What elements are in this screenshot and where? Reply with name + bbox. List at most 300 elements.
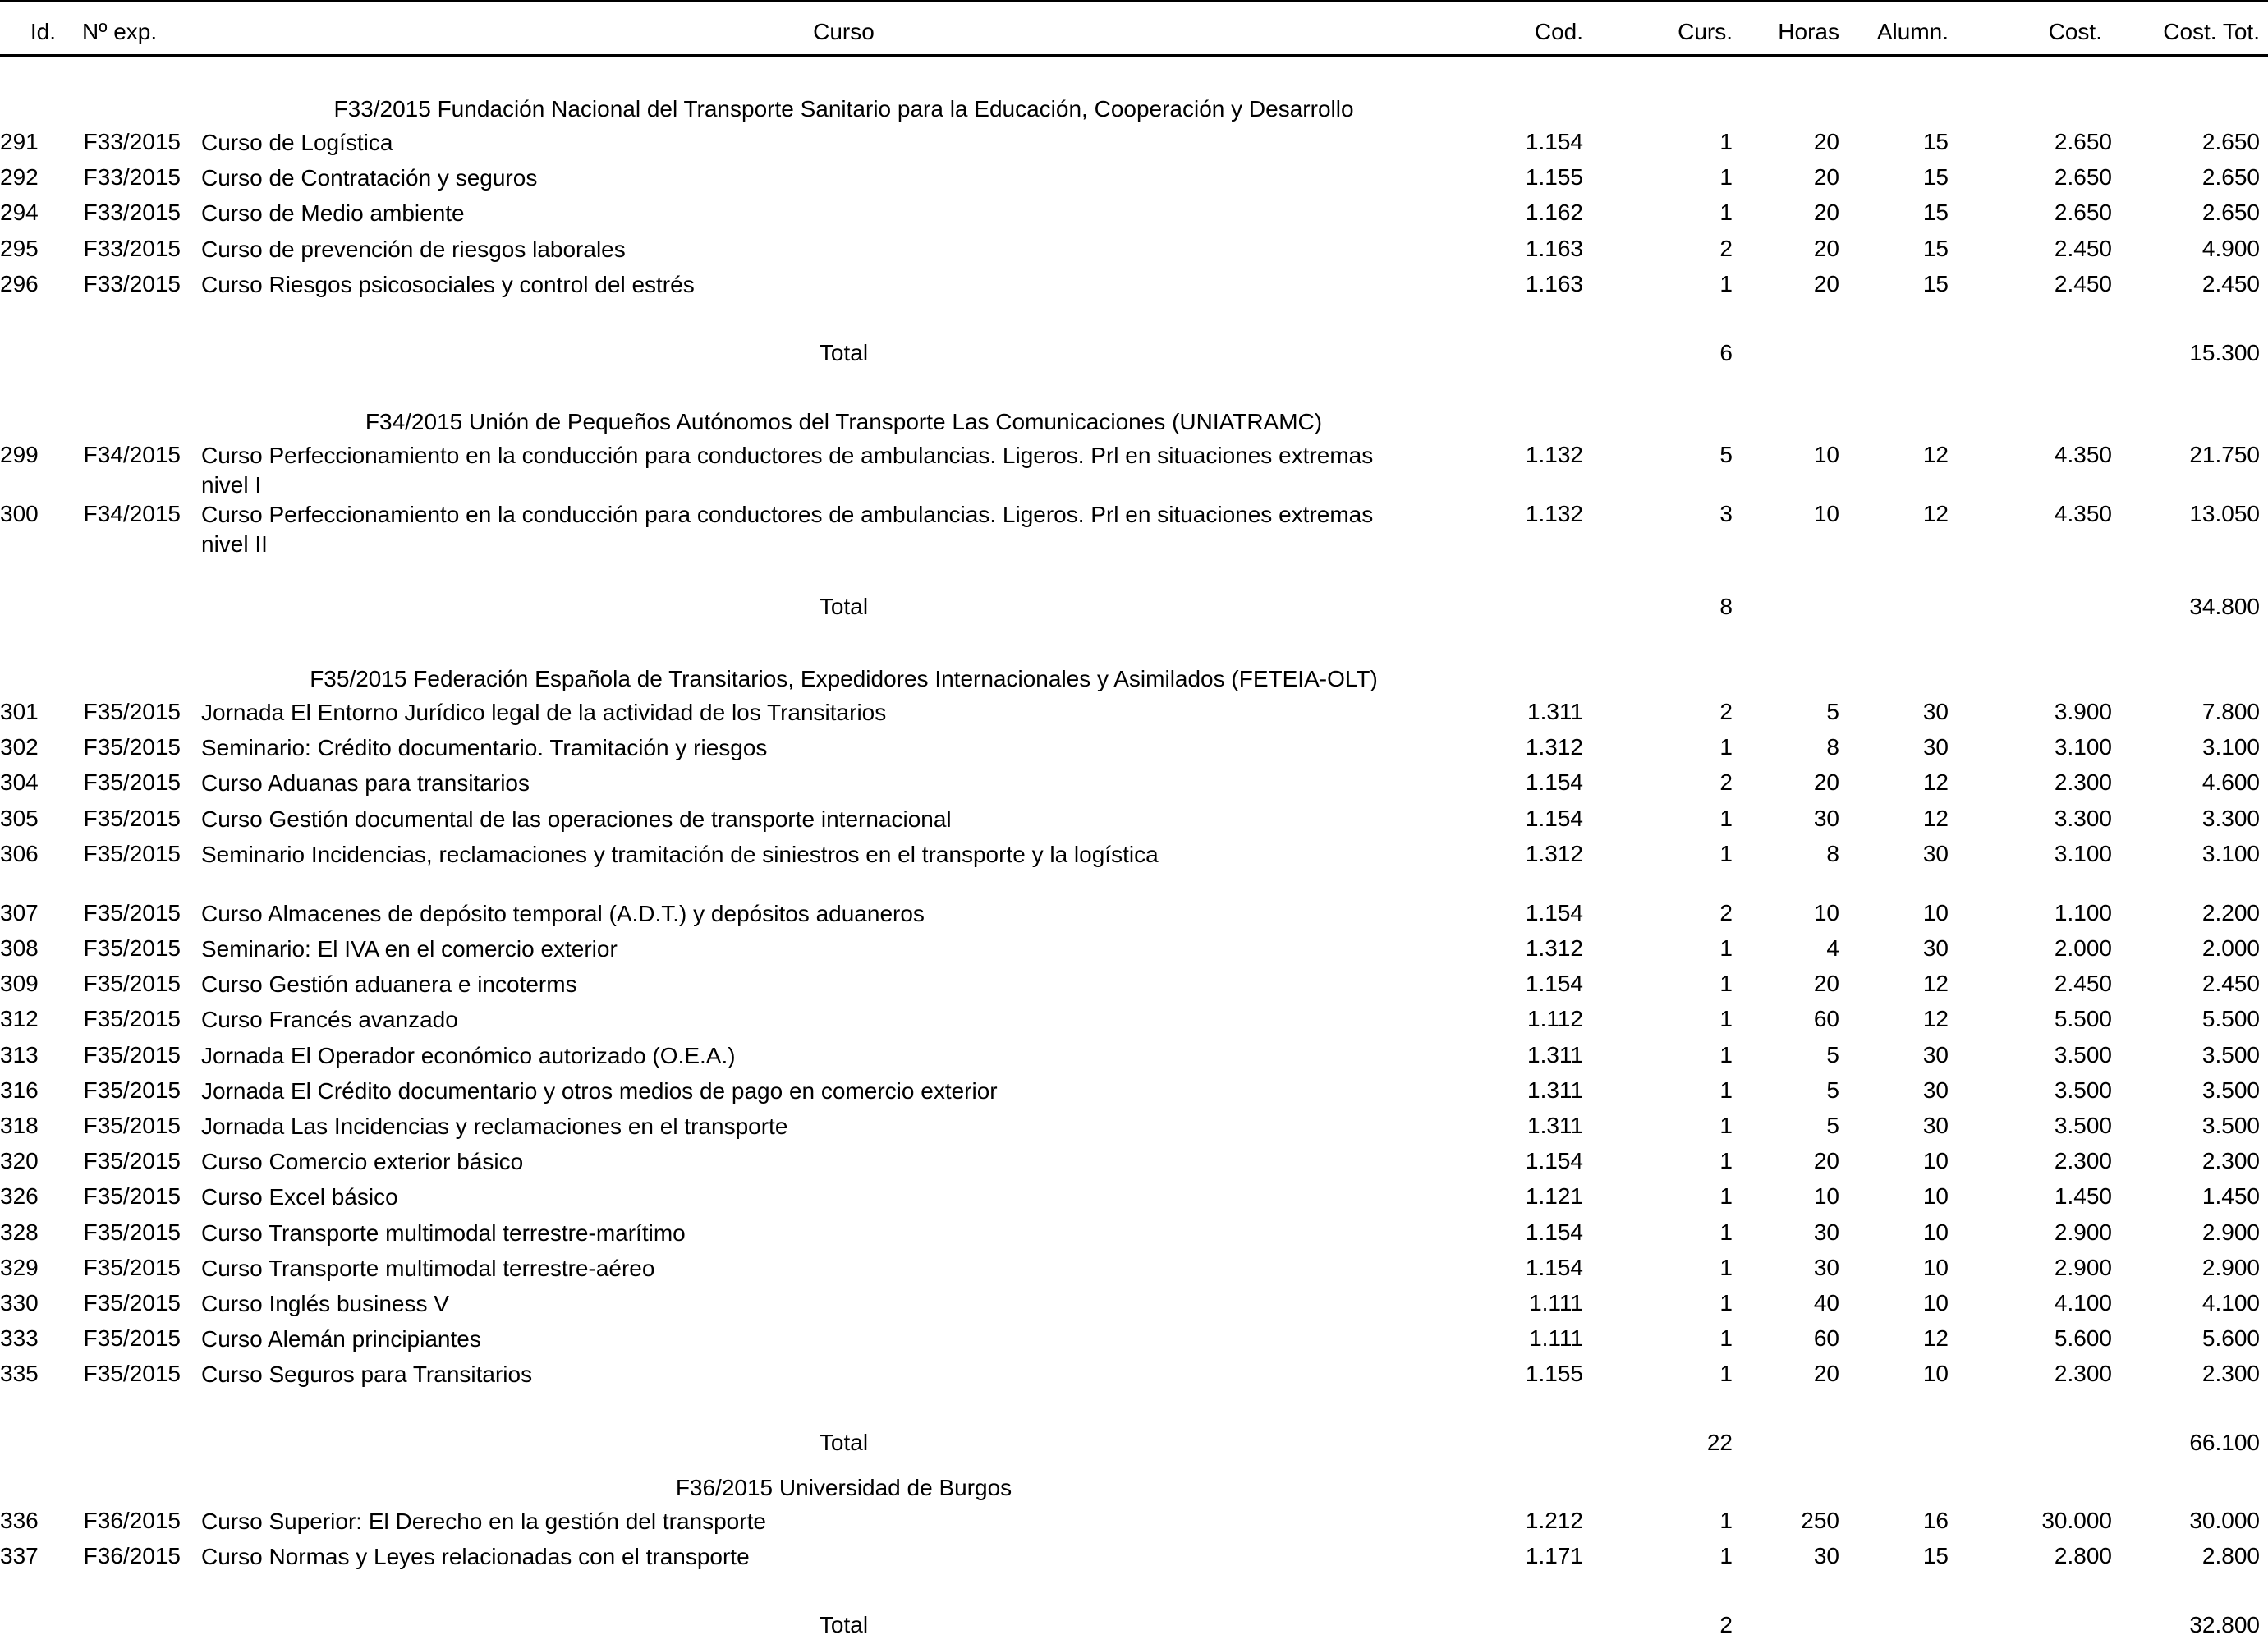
total-label: Total	[819, 593, 869, 619]
cell-horas: 8	[1826, 840, 1839, 866]
cell-cost: 1.450	[2054, 1183, 2112, 1210]
cell-exp: F33/2015	[83, 235, 181, 261]
cell-horas: 60	[1813, 1325, 1839, 1352]
cell-alumn: 12	[1922, 769, 1949, 796]
cell-cod: 1.171	[1525, 1543, 1583, 1569]
cell-exp: F35/2015	[83, 1325, 181, 1352]
table-row	[0, 769, 2268, 797]
cell-cost: 2.450	[2054, 270, 2112, 296]
cell-exp: F36/2015	[83, 1508, 181, 1533]
cell-id: 306	[0, 840, 39, 866]
cell-exp: F35/2015	[83, 699, 181, 724]
table-row	[0, 1507, 2268, 1535]
cell-horas: 20	[1813, 235, 1839, 261]
table-row	[0, 899, 2268, 927]
cell-curso: Curso Gestión aduanera e incoterms	[201, 971, 577, 998]
cell-curs: 1	[1719, 1543, 1733, 1569]
cell-horas: 20	[1813, 1148, 1839, 1174]
cell-id: 320	[0, 1148, 39, 1174]
cell-id: 309	[0, 971, 39, 997]
total-label: Total	[819, 1430, 869, 1456]
cell-curs: 5	[1719, 442, 1733, 467]
cell-horas: 4	[1826, 935, 1839, 961]
table-row	[0, 970, 2268, 998]
cell-curs: 1	[1719, 840, 1733, 866]
cell-cost: 30.000	[2041, 1508, 2112, 1533]
cell-costtot: 7.800	[2201, 699, 2260, 724]
total-label: Total	[819, 1612, 869, 1638]
cell-horas: 5	[1826, 1041, 1839, 1068]
cell-costtot: 2.300	[2201, 1361, 2260, 1387]
cell-curso: Curso Alemán principiantes	[201, 1326, 481, 1352]
cell-horas: 30	[1813, 1254, 1839, 1280]
cell-curso: Curso Transporte multimodal terrestre-aéreo	[201, 1255, 655, 1281]
cell-curso: Curso Excel básico	[201, 1184, 398, 1210]
cell-cod: 1.154	[1525, 899, 1583, 925]
cell-id: 329	[0, 1254, 39, 1280]
cell-cod: 1.154	[1525, 129, 1583, 154]
cell-curso: Curso Riesgos psicosociales y control del estrés	[201, 271, 695, 297]
cell-cod: 1.111	[1529, 1325, 1583, 1352]
cell-costtot: 2.800	[2201, 1543, 2260, 1569]
cell-id: 304	[0, 769, 39, 796]
cell-alumn: 15	[1922, 270, 1949, 296]
cell-exp: F35/2015	[83, 1041, 181, 1068]
header-costtot: Cost. Tot.	[2163, 19, 2260, 44]
cell-curs: 1	[1719, 270, 1733, 296]
cell-horas: 10	[1813, 501, 1839, 526]
cell-cost: 2.900	[2054, 1219, 2112, 1245]
cell-costtot: 4.600	[2201, 769, 2260, 796]
cell-exp: F33/2015	[83, 129, 181, 154]
table-row	[0, 1254, 2268, 1282]
table-row	[0, 128, 2268, 156]
cell-alumn: 30	[1922, 1041, 1949, 1068]
cell-alumn: 10	[1922, 1254, 1949, 1280]
cell-id: 305	[0, 805, 39, 831]
cell-cod: 1.132	[1525, 501, 1583, 526]
cell-curs: 2	[1719, 235, 1733, 261]
table-row	[0, 733, 2268, 761]
cell-alumn: 10	[1922, 1290, 1949, 1316]
total-curs: 6	[1719, 339, 1733, 365]
cell-horas: 20	[1813, 971, 1839, 997]
cell-curs: 1	[1719, 1254, 1733, 1280]
cell-curs: 1	[1719, 971, 1733, 997]
cell-curso: Curso Perfeccionamiento en la conducción para conductores de ambulancias. Ligeros. Prl en situaciones extremas nivel I	[201, 443, 1374, 498]
cell-curso: Curso de prevención de riesgos laborales	[201, 236, 626, 262]
cell-alumn: 10	[1922, 1361, 1949, 1387]
cell-id: 299	[0, 442, 39, 467]
cell-cost: 4.350	[2054, 501, 2112, 526]
cell-exp: F35/2015	[83, 971, 181, 997]
total-row	[0, 1611, 2268, 1639]
cell-id: 307	[0, 899, 39, 925]
cell-costtot: 2.300	[2201, 1148, 2260, 1174]
cell-cod: 1.162	[1525, 200, 1583, 226]
cell-curso: Seminario: Crédito documentario. Tramitación y riesgos	[201, 735, 768, 761]
table-row	[0, 1542, 2268, 1570]
total-row	[0, 1429, 2268, 1457]
cell-cost: 2.450	[2054, 235, 2112, 261]
cell-horas: 20	[1813, 769, 1839, 796]
cell-exp: F35/2015	[83, 899, 181, 925]
cell-cod: 1.154	[1525, 971, 1583, 997]
cell-exp: F35/2015	[83, 1183, 181, 1210]
cell-curso: Curso Comercio exterior básico	[201, 1149, 524, 1175]
table-row	[0, 805, 2268, 833]
table-row	[0, 441, 2268, 498]
total-label: Total	[819, 339, 869, 365]
cell-alumn: 16	[1922, 1508, 1949, 1533]
group-title	[0, 1474, 2268, 1502]
cell-curso: Curso Superior: El Derecho en la gestión del transporte	[201, 1509, 766, 1534]
cell-curso: Jornada Las Incidencias y reclamaciones en el transporte	[201, 1114, 788, 1139]
cell-curs: 1	[1719, 1290, 1733, 1316]
cell-curso: Curso de Logística	[201, 130, 393, 155]
cell-curso: Curso Francés avanzado	[201, 1007, 458, 1033]
cell-cost: 5.500	[2054, 1006, 2112, 1032]
cell-cod: 1.163	[1525, 235, 1583, 261]
cell-id: 313	[0, 1041, 39, 1068]
cell-horas: 20	[1813, 1361, 1839, 1387]
table-row	[0, 1005, 2268, 1033]
cell-horas: 20	[1813, 164, 1839, 191]
cell-exp: F33/2015	[83, 270, 181, 296]
cell-cod: 1.155	[1525, 164, 1583, 191]
cell-curs: 1	[1719, 1508, 1733, 1533]
cell-exp: F33/2015	[83, 200, 181, 226]
total-cost: 66.100	[2189, 1430, 2260, 1456]
cell-curs: 1	[1719, 1325, 1733, 1352]
group-title-text: F34/2015 Unión de Pequeños Autónomos del Transporte Las Comunicaciones (UNIATRAMC)	[365, 409, 1323, 434]
cell-cost: 2.300	[2054, 769, 2112, 796]
cell-curso: Jornada El Crédito documentario y otros medios de pago en comercio exterior	[201, 1077, 998, 1104]
group-title	[0, 665, 2268, 693]
cell-costtot: 30.000	[2189, 1508, 2260, 1533]
cell-curs: 2	[1719, 769, 1733, 796]
cell-cod: 1.111	[1529, 1290, 1583, 1316]
cell-alumn: 15	[1922, 235, 1949, 261]
total-cost: 32.800	[2189, 1612, 2260, 1638]
cell-exp: F35/2015	[83, 1006, 181, 1032]
cell-costtot: 3.500	[2201, 1113, 2260, 1138]
cell-exp: F35/2015	[83, 1148, 181, 1174]
cell-exp: F35/2015	[83, 840, 181, 866]
cell-curs: 1	[1719, 164, 1733, 191]
total-curs: 8	[1719, 593, 1733, 619]
cell-costtot: 4.900	[2201, 235, 2260, 261]
cell-cod: 1.311	[1527, 1113, 1583, 1138]
cell-cost: 2.300	[2054, 1148, 2112, 1174]
cell-id: 337	[0, 1543, 39, 1569]
cell-alumn: 12	[1922, 1325, 1949, 1352]
header-alumn: Alumn.	[1876, 19, 1949, 44]
cell-horas: 30	[1813, 805, 1839, 831]
cell-cost: 3.300	[2054, 805, 2112, 831]
table-row	[0, 1147, 2268, 1175]
cell-alumn: 12	[1922, 971, 1949, 997]
cell-exp: F35/2015	[83, 769, 181, 796]
table-row	[0, 163, 2268, 191]
cell-curso: Curso Perfeccionamiento en la conducción para conductores de ambulancias. Ligeros. Prl en situaciones extremas nivel II	[201, 502, 1374, 557]
cell-id: 316	[0, 1077, 39, 1103]
cell-horas: 5	[1826, 1113, 1839, 1138]
cell-horas: 20	[1813, 200, 1839, 226]
cell-cost: 3.500	[2054, 1077, 2112, 1103]
cell-exp: F34/2015	[83, 501, 181, 526]
cell-cost: 5.600	[2054, 1325, 2112, 1352]
cell-cod: 1.121	[1525, 1183, 1583, 1210]
total-curs: 22	[1706, 1430, 1733, 1456]
cell-curso: Jornada El Operador económico autorizado (O.E.A.)	[201, 1042, 736, 1068]
group-title-text: F35/2015 Federación Española de Transitarios, Expedidores Internacionales y Asimilados (FETEIA-OLT)	[310, 666, 1378, 691]
cell-id: 318	[0, 1113, 39, 1138]
cell-cod: 1.312	[1525, 935, 1583, 961]
cell-costtot: 2.900	[2201, 1219, 2260, 1245]
cell-curs: 1	[1719, 1006, 1733, 1032]
cell-costtot: 3.500	[2201, 1077, 2260, 1103]
cell-cost: 4.350	[2054, 442, 2112, 467]
total-row	[0, 339, 2268, 367]
cell-curs: 1	[1719, 129, 1733, 154]
cell-curso: Curso Seguros para Transitarios	[201, 1362, 533, 1388]
cell-curs: 1	[1719, 200, 1733, 226]
cell-exp: F34/2015	[83, 442, 181, 467]
total-cost: 34.800	[2189, 593, 2260, 619]
table-row	[0, 698, 2268, 726]
table-row	[0, 935, 2268, 962]
table-row	[0, 1077, 2268, 1104]
cell-cost: 3.900	[2054, 699, 2112, 724]
cell-costtot: 3.300	[2201, 805, 2260, 831]
total-row	[0, 593, 2268, 621]
group-title-text: F33/2015 Fundación Nacional del Transporte Sanitario para la Educación, Cooperación y Desarrollo	[333, 96, 1354, 122]
cell-alumn: 12	[1922, 442, 1949, 467]
cell-alumn: 15	[1922, 1543, 1949, 1569]
cell-costtot: 2.650	[2201, 129, 2260, 154]
cell-curso: Curso de Medio ambiente	[201, 200, 465, 227]
table-row	[0, 1325, 2268, 1352]
cell-cost: 4.100	[2054, 1290, 2112, 1316]
cell-exp: F35/2015	[83, 734, 181, 760]
table-row	[0, 840, 2268, 868]
cell-costtot: 2.000	[2201, 935, 2260, 961]
cell-exp: F35/2015	[83, 805, 181, 831]
cell-cost: 2.650	[2054, 164, 2112, 191]
table-row	[0, 235, 2268, 263]
cell-cod: 1.163	[1525, 270, 1583, 296]
cell-cost: 2.900	[2054, 1254, 2112, 1280]
table-row	[0, 1289, 2268, 1317]
cell-cod: 1.112	[1527, 1006, 1583, 1032]
cell-alumn: 10	[1922, 1219, 1949, 1245]
cell-exp: F33/2015	[83, 164, 181, 191]
cell-alumn: 12	[1922, 1006, 1949, 1032]
cell-costtot: 5.600	[2201, 1325, 2260, 1352]
cell-id: 336	[0, 1508, 39, 1533]
header-horas: Horas	[1778, 19, 1839, 44]
header-cod: Cod.	[1534, 19, 1583, 44]
cell-alumn: 10	[1922, 1183, 1949, 1210]
cell-id: 312	[0, 1006, 39, 1032]
cell-cod: 1.311	[1527, 699, 1583, 724]
cell-exp: F35/2015	[83, 1077, 181, 1103]
cell-cost: 3.100	[2054, 840, 2112, 866]
cell-curs: 2	[1719, 899, 1733, 925]
cell-cod: 1.312	[1525, 840, 1583, 866]
cell-curso: Seminario: El IVA en el comercio exterior	[201, 936, 618, 962]
top-rule	[0, 0, 2268, 2]
cell-alumn: 12	[1922, 501, 1949, 526]
group-title	[0, 408, 2268, 436]
cell-horas: 5	[1826, 699, 1839, 724]
cell-horas: 10	[1813, 442, 1839, 467]
cell-id: 300	[0, 501, 39, 526]
cell-curso: Curso Almacenes de depósito temporal (A.D.T.) y depósitos aduaneros	[201, 900, 925, 926]
cell-id: 333	[0, 1325, 39, 1352]
cell-cod: 1.132	[1525, 442, 1583, 467]
table-row	[0, 270, 2268, 298]
cell-costtot: 1.450	[2201, 1183, 2260, 1210]
total-curs: 2	[1719, 1612, 1733, 1638]
cell-costtot: 2.450	[2201, 971, 2260, 997]
cell-curs: 1	[1719, 1077, 1733, 1103]
group-title-text: F36/2015 Universidad de Burgos	[675, 1475, 1012, 1500]
cell-cost: 2.800	[2054, 1543, 2112, 1569]
cell-id: 296	[0, 270, 39, 296]
cell-costtot: 2.900	[2201, 1254, 2260, 1280]
cell-costtot: 4.100	[2201, 1290, 2260, 1316]
cell-cost: 2.650	[2054, 200, 2112, 226]
cell-exp: F35/2015	[83, 935, 181, 961]
cell-costtot: 3.100	[2201, 734, 2260, 760]
cell-alumn: 30	[1922, 699, 1949, 724]
cell-alumn: 30	[1922, 1113, 1949, 1138]
cell-horas: 8	[1826, 734, 1839, 760]
cell-cod: 1.154	[1525, 769, 1583, 796]
cell-cost: 1.100	[2054, 899, 2112, 925]
cell-cost: 3.500	[2054, 1113, 2112, 1138]
cell-cost: 3.500	[2054, 1041, 2112, 1068]
cell-exp: F35/2015	[83, 1113, 181, 1138]
table-row	[0, 1219, 2268, 1247]
cell-curs: 1	[1719, 1219, 1733, 1245]
cell-cost: 2.650	[2054, 129, 2112, 154]
cell-curso: Curso Inglés business V	[201, 1291, 449, 1316]
cell-cost: 3.100	[2054, 734, 2112, 760]
cell-costtot: 3.500	[2201, 1041, 2260, 1068]
cell-cod: 1.212	[1525, 1508, 1583, 1533]
table-row	[0, 500, 2268, 557]
cell-alumn: 30	[1922, 734, 1949, 760]
table-row	[0, 1041, 2268, 1069]
header-curso: Curso	[813, 19, 875, 44]
cell-id: 330	[0, 1290, 39, 1316]
cell-costtot: 13.050	[2189, 501, 2260, 526]
cell-curs: 1	[1719, 1148, 1733, 1174]
cell-alumn: 15	[1922, 200, 1949, 226]
total-cost: 15.300	[2189, 339, 2260, 365]
cell-curs: 1	[1719, 1361, 1733, 1387]
cell-curs: 1	[1719, 805, 1733, 831]
cell-horas: 20	[1813, 270, 1839, 296]
header-curs: Curs.	[1678, 19, 1733, 44]
header-exp: Nº exp.	[82, 19, 158, 44]
cell-curs: 1	[1719, 1113, 1733, 1138]
cell-alumn: 15	[1922, 164, 1949, 191]
cell-horas: 5	[1826, 1077, 1839, 1103]
cell-id: 294	[0, 200, 39, 226]
cell-id: 302	[0, 734, 39, 760]
cell-horas: 10	[1813, 899, 1839, 925]
cell-costtot: 3.100	[2201, 840, 2260, 866]
cell-alumn: 15	[1922, 129, 1949, 154]
cell-id: 335	[0, 1361, 39, 1387]
cell-cod: 1.312	[1525, 734, 1583, 760]
cell-costtot: 2.450	[2201, 270, 2260, 296]
cell-alumn: 30	[1922, 1077, 1949, 1103]
header-row	[0, 18, 2268, 46]
cell-cod: 1.154	[1525, 805, 1583, 831]
cell-costtot: 2.200	[2201, 899, 2260, 925]
cell-alumn: 30	[1922, 935, 1949, 961]
cell-alumn: 12	[1922, 805, 1949, 831]
cell-id: 291	[0, 129, 39, 154]
cell-horas: 20	[1813, 129, 1839, 154]
cell-curso: Seminario Incidencias, reclamaciones y tramitación de siniestros en el transporte y la logística	[201, 841, 1159, 867]
cell-cod: 1.155	[1525, 1361, 1583, 1387]
cell-id: 295	[0, 235, 39, 261]
cell-curs: 3	[1719, 501, 1733, 526]
table-row	[0, 1360, 2268, 1388]
cell-exp: F35/2015	[83, 1290, 181, 1316]
cell-id: 308	[0, 935, 39, 961]
header-rule	[0, 54, 2268, 57]
cell-horas: 10	[1813, 1183, 1839, 1210]
cell-curs: 1	[1719, 1183, 1733, 1210]
header-cost: Cost.	[2048, 19, 2102, 44]
header-id: Id.	[30, 19, 56, 44]
cell-cod: 1.154	[1525, 1148, 1583, 1174]
cell-id: 292	[0, 164, 39, 191]
cell-id: 326	[0, 1183, 39, 1210]
cell-costtot: 2.650	[2201, 200, 2260, 226]
cell-alumn: 10	[1922, 1148, 1949, 1174]
cell-exp: F35/2015	[83, 1361, 181, 1387]
cell-horas: 30	[1813, 1219, 1839, 1245]
cell-cod: 1.154	[1525, 1219, 1583, 1245]
cell-horas: 250	[1801, 1508, 1839, 1533]
table-row	[0, 1112, 2268, 1140]
cell-cost: 2.450	[2054, 971, 2112, 997]
cell-cost: 2.000	[2054, 935, 2112, 961]
cell-curso: Curso Aduanas para transitarios	[201, 770, 530, 797]
cell-alumn: 30	[1922, 840, 1949, 866]
cell-costtot: 2.650	[2201, 164, 2260, 191]
cell-curs: 1	[1719, 1041, 1733, 1068]
cell-curso: Jornada El Entorno Jurídico legal de la actividad de los Transitarios	[201, 700, 887, 725]
group-title	[0, 95, 2268, 123]
cell-alumn: 10	[1922, 899, 1949, 925]
cell-exp: F35/2015	[83, 1254, 181, 1280]
cell-costtot: 5.500	[2201, 1006, 2260, 1032]
cell-cost: 2.300	[2054, 1361, 2112, 1387]
cell-horas: 60	[1813, 1006, 1839, 1032]
cell-curso: Curso de Contratación y seguros	[201, 165, 538, 191]
cell-curso: Curso Transporte multimodal terrestre-marítimo	[201, 1219, 686, 1246]
cell-horas: 40	[1813, 1290, 1839, 1316]
